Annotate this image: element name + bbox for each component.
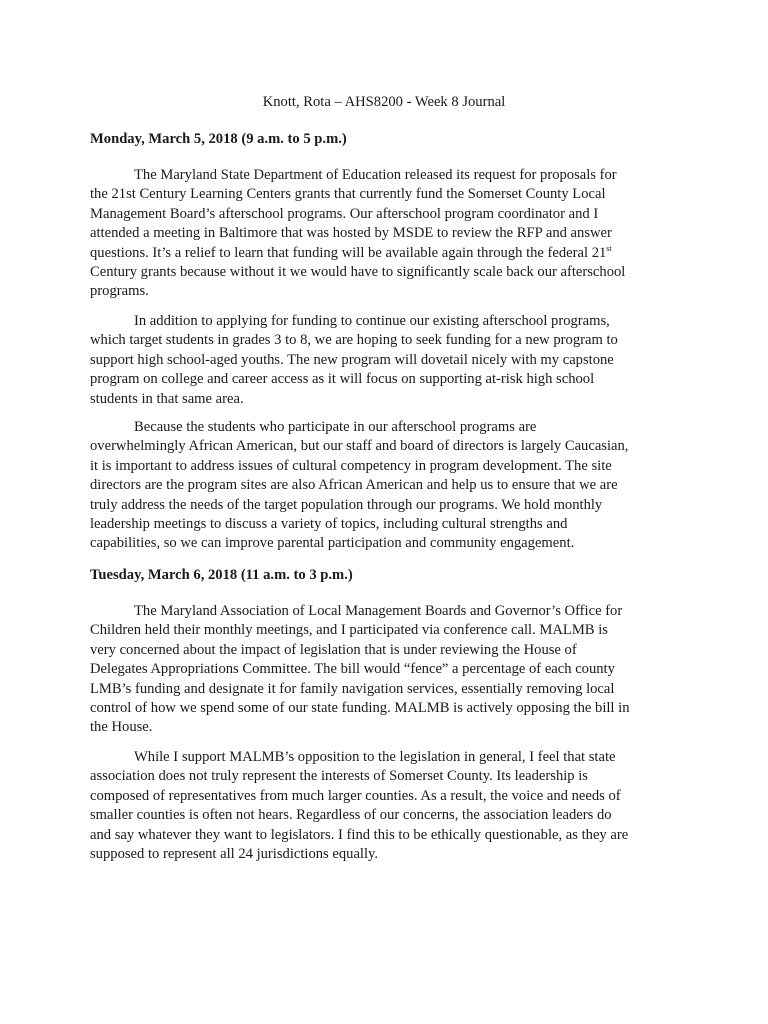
paragraph-monday-3 (90, 418, 678, 554)
text-line: program on college and career access as it will focus on supporting at-risk high school (90, 371, 595, 388)
text-line: support high school-aged youths. The new program will dovetail nicely with my capstone (90, 351, 614, 368)
text-line: In addition to applying for funding to continue our existing afterschool programs, (134, 313, 610, 329)
superscript: st (606, 243, 612, 253)
text-line: Children held their monthly meetings, and I participated via conference call. MALMB is (90, 622, 608, 639)
entry-heading-tuesday: Tuesday, March 6, 2018 (11 a.m. to 3 p.m.) (90, 567, 353, 583)
paragraph-monday-2 (90, 312, 678, 409)
text-line: association does not truly represent the interests of Somerset County. Its leadership is (90, 768, 588, 785)
text-line: supposed to represent all 24 jurisdictions equally. (90, 846, 379, 863)
text-line: LMB’s funding and designate it for family navigation services, essentially removing local (90, 680, 615, 697)
text-line: the 21st Century Learning Centers grants that currently fund the Somerset County Local (90, 186, 606, 203)
text-line: capabilities, so we can improve parental participation and community engagement. (90, 535, 575, 552)
text-line: very concerned about the impact of legislation that is under reviewing the House of (90, 641, 577, 658)
text-line: The Maryland State Department of Education released its request for proposals for (134, 167, 617, 183)
entry-heading-monday: Monday, March 5, 2018 (9 a.m. to 5 p.m.) (90, 131, 347, 147)
text-line: While I support MALMB’s opposition to the legislation in general, I feel that state (134, 749, 616, 765)
text-line: programs. (90, 283, 149, 300)
paragraph-monday-1 (90, 166, 678, 302)
text-line: truly address the needs of the target population through our programs. We hold monthly (90, 496, 603, 513)
text-line: control of how we spend some of our state funding. MALMB is actively opposing the bill in (90, 700, 630, 717)
paragraph-tuesday-2 (90, 748, 678, 864)
text-line: leadership meetings to discuss a variety of topics, including cultural strengths and (90, 516, 568, 533)
text-line: directors are the program sites are also African American and help us to ensure that we are (90, 477, 618, 494)
text-line: composed of representatives from much larger counties. As a result, the voice and needs of (90, 787, 621, 804)
text-line: attended a meeting in Baltimore that was hosted by MSDE to review the RFP and answer (90, 225, 612, 242)
text-line: and say whatever they want to legislators. I find this to be ethically questionable, as they are (90, 826, 629, 843)
text-line: Century grants because without it we would have to significantly scale back our afterschool (90, 264, 626, 281)
document-title: Knott, Rota – AHS8200 - Week 8 Journal (262, 94, 506, 110)
text-line: overwhelmingly African American, but our staff and board of directors is largely Caucasian, (90, 438, 629, 455)
paragraph-tuesday-1 (90, 602, 678, 738)
text-segment: questions. It’s a relief to learn that funding will be available again through the federal 21 (90, 244, 607, 261)
text-line: The Maryland Association of Local Management Boards and Governor’s Office for (134, 603, 623, 619)
text-line: Delegates Appropriations Committee. The bill would “fence” a percentage of each county (90, 661, 615, 678)
text-line: students in that same area. (90, 390, 244, 407)
text-line: which target students in grades 3 to 8, we are hoping to seek funding for a new program to (90, 332, 618, 349)
text-line: smaller counties is often not hears. Regardless of our concerns, the association leaders do (90, 807, 612, 824)
text-line: it is important to address issues of cultural competency in program development. The site (90, 457, 612, 474)
text-line (90, 244, 678, 263)
text-line: Management Board’s afterschool programs. Our afterschool program coordinator and I (90, 205, 599, 222)
text-line: the House. (90, 719, 153, 736)
text-line: Because the students who participate in our afterschool programs are (134, 419, 537, 435)
